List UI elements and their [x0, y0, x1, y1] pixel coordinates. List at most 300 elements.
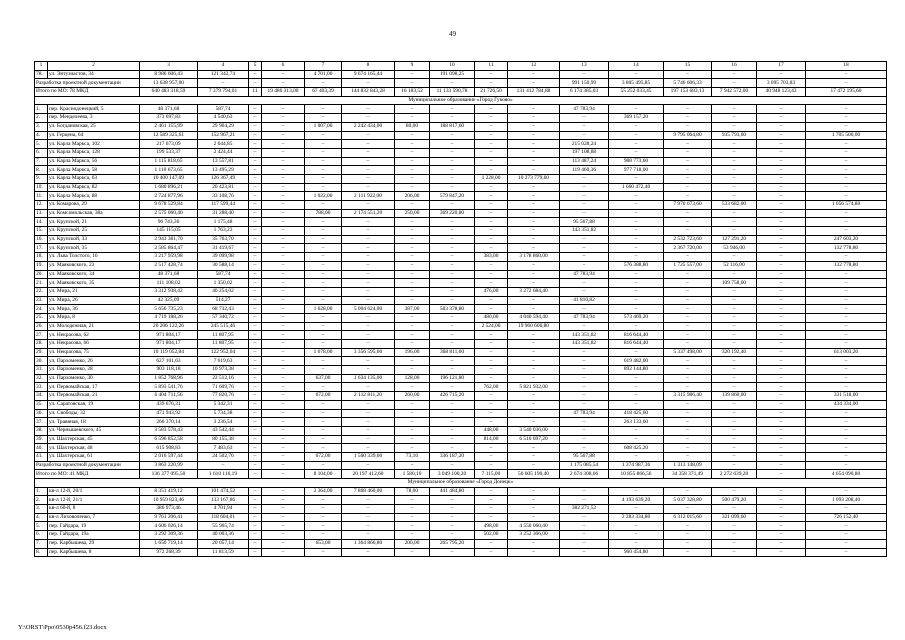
table-row: [35, 148, 887, 157]
value-cell: –: [342, 400, 395, 409]
value-cell: 972 268,39: [140, 548, 198, 557]
column-number-cell: 16: [712, 62, 757, 71]
value-cell: –: [475, 296, 508, 305]
row-number-cell: 2.: [35, 496, 48, 505]
value-cell: 266 370,14: [140, 418, 198, 427]
value-cell: 3 540 036,00: [508, 426, 560, 435]
value-cell: –: [342, 261, 395, 270]
value-cell: 991 150,99: [560, 79, 609, 88]
value-cell: –: [712, 270, 757, 279]
value-cell: –: [712, 366, 757, 375]
value-cell: –: [664, 227, 712, 236]
value-cell: 188 817,60: [430, 122, 475, 131]
value-cell: –: [430, 287, 475, 296]
value-cell: –: [560, 496, 609, 505]
value-cell: 2 644,85: [198, 140, 249, 149]
value-cell: –: [395, 357, 430, 366]
value-cell: 3 356 595,60: [342, 348, 395, 357]
value-cell: –: [430, 253, 475, 262]
value-cell: –: [305, 79, 342, 88]
row-number-cell: 31.: [35, 366, 48, 375]
value-cell: –: [508, 505, 560, 514]
value-cell: 1 374 987,36: [609, 461, 664, 470]
value-cell: –: [806, 461, 887, 470]
row-number-cell: 27.: [35, 331, 48, 340]
value-cell: –: [712, 409, 757, 418]
value-cell: –: [395, 157, 430, 166]
value-cell: –: [249, 270, 262, 279]
value-cell: –: [430, 166, 475, 175]
value-cell: 369 220,80: [430, 209, 475, 218]
value-cell: –: [757, 192, 806, 201]
value-cell: –: [475, 209, 508, 218]
value-cell: –: [430, 531, 475, 540]
row-number-cell: 6.: [35, 148, 48, 157]
value-cell: –: [609, 235, 664, 244]
value-cell: –: [560, 444, 609, 453]
value-cell: –: [430, 279, 475, 288]
row-number-cell: 41.: [35, 452, 48, 461]
value-cell: –: [249, 357, 262, 366]
column-number-cell: 4: [198, 62, 249, 71]
value-cell: –: [249, 418, 262, 427]
value-cell: –: [262, 157, 305, 166]
address-cell: ул. Мира, 21: [48, 287, 140, 296]
value-cell: –: [262, 253, 305, 262]
row-label-cell: Итого по МО: 78 МКД: [35, 88, 140, 97]
value-cell: –: [475, 305, 508, 314]
value-cell: –: [262, 140, 305, 149]
value-cell: –: [262, 435, 305, 444]
value-cell: –: [395, 522, 430, 531]
value-cell: 67 403,39: [305, 88, 342, 97]
value-cell: –: [508, 122, 560, 131]
value-cell: 40 003,36: [198, 531, 249, 540]
value-cell: –: [475, 487, 508, 496]
value-cell: 2 517 428,74: [140, 261, 198, 270]
value-cell: –: [806, 418, 887, 427]
table-row: [35, 470, 887, 479]
value-cell: –: [712, 313, 757, 322]
value-cell: 111 108,02: [140, 279, 198, 288]
value-cell: –: [395, 114, 430, 123]
value-cell: –: [305, 279, 342, 288]
value-cell: –: [508, 70, 560, 79]
value-cell: –: [249, 383, 262, 392]
value-cell: –: [757, 287, 806, 296]
value-cell: –: [757, 452, 806, 461]
value-cell: –: [508, 235, 560, 244]
value-cell: –: [305, 261, 342, 270]
value-cell: –: [262, 183, 305, 192]
value-cell: –: [560, 487, 609, 496]
value-cell: –: [342, 148, 395, 157]
row-number-cell: 29.: [35, 348, 48, 357]
value-cell: –: [712, 505, 757, 514]
row-number-cell: 6.: [35, 531, 48, 540]
value-cell: –: [609, 322, 664, 331]
value-cell: –: [262, 279, 305, 288]
value-cell: 3 292 309,36: [140, 531, 198, 540]
value-cell: –: [508, 114, 560, 123]
value-cell: –: [609, 105, 664, 114]
value-cell: –: [198, 461, 249, 470]
value-cell: –: [508, 400, 560, 409]
value-cell: –: [712, 253, 757, 262]
value-cell: –: [712, 487, 757, 496]
value-cell: –: [757, 201, 806, 210]
value-cell: –: [305, 418, 342, 427]
value-cell: –: [712, 192, 757, 201]
row-number-cell: 37.: [35, 418, 48, 427]
value-cell: –: [664, 539, 712, 548]
value-cell: –: [305, 461, 342, 470]
value-cell: 143 351,82: [560, 331, 609, 340]
value-cell: –: [806, 340, 887, 349]
value-cell: –: [395, 426, 430, 435]
value-cell: 199 533,37: [140, 148, 198, 157]
value-cell: 1 115 818,65: [140, 157, 198, 166]
table-row: [35, 357, 887, 366]
value-cell: –: [712, 105, 757, 114]
value-cell: –: [508, 331, 560, 340]
value-cell: –: [757, 261, 806, 270]
value-cell: –: [712, 114, 757, 123]
row-number-cell: 14.: [35, 218, 48, 227]
value-cell: 8 104,00: [305, 470, 342, 479]
value-cell: –: [395, 174, 430, 183]
address-cell: ул. Крупской, 25: [48, 227, 140, 236]
value-cell: 133 167,86: [198, 496, 249, 505]
value-cell: –: [806, 270, 887, 279]
value-cell: –: [560, 539, 609, 548]
value-cell: –: [712, 79, 757, 88]
value-cell: –: [664, 279, 712, 288]
value-cell: 132 778,80: [806, 244, 887, 253]
value-cell: 331 518,00: [806, 392, 887, 401]
value-cell: –: [305, 409, 342, 418]
value-cell: –: [560, 70, 609, 79]
value-cell: –: [430, 79, 475, 88]
value-cell: –: [664, 340, 712, 349]
value-cell: 1 628,00: [305, 305, 342, 314]
value-cell: –: [609, 296, 664, 305]
value-cell: –: [664, 270, 712, 279]
value-cell: –: [342, 505, 395, 514]
value-cell: –: [712, 452, 757, 461]
value-cell: –: [430, 235, 475, 244]
value-cell: –: [395, 513, 430, 522]
value-cell: –: [305, 400, 342, 409]
value-cell: 29 904,29: [198, 122, 249, 131]
value-cell: 498,00: [475, 522, 508, 531]
value-cell: –: [249, 296, 262, 305]
address-cell: ул. Герцена, 64: [48, 131, 140, 140]
value-cell: –: [757, 383, 806, 392]
value-cell: –: [475, 357, 508, 366]
value-cell: 48 371,68: [140, 105, 198, 114]
value-cell: –: [430, 357, 475, 366]
value-cell: –: [806, 435, 887, 444]
value-cell: –: [395, 322, 430, 331]
value-cell: –: [757, 426, 806, 435]
row-label-cell: Разработка проектной документации: [35, 79, 140, 88]
value-cell: –: [560, 183, 609, 192]
value-cell: 206,00: [395, 192, 430, 201]
value-cell: –: [560, 279, 609, 288]
value-cell: –: [249, 374, 262, 383]
value-cell: 383,00: [475, 253, 508, 262]
value-cell: –: [249, 79, 262, 88]
value-cell: –: [664, 209, 712, 218]
value-cell: 1 560 339,60: [342, 452, 395, 461]
value-cell: –: [508, 296, 560, 305]
value-cell: 118 604,01: [198, 513, 249, 522]
value-cell: –: [712, 531, 757, 540]
value-cell: –: [395, 279, 430, 288]
value-cell: 9 795 064,80: [664, 131, 712, 140]
column-number-cell: 15: [664, 62, 712, 71]
value-cell: –: [262, 505, 305, 514]
value-cell: 11: [249, 88, 262, 97]
value-cell: –: [249, 331, 262, 340]
value-cell: –: [664, 383, 712, 392]
value-cell: –: [249, 105, 262, 114]
footer-file-path: Y:\ORST\Ppo\0530p456.f23.docx: [18, 624, 107, 631]
value-cell: –: [609, 244, 664, 253]
column-number-cell: 13: [560, 62, 609, 71]
table-row: [35, 513, 887, 522]
value-cell: 5 821 932,00: [508, 383, 560, 392]
value-cell: –: [508, 374, 560, 383]
value-cell: –: [249, 340, 262, 349]
value-cell: –: [475, 461, 508, 470]
table-row: [35, 383, 887, 392]
value-cell: –: [262, 287, 305, 296]
value-cell: 977 718,00: [609, 166, 664, 175]
address-cell: пер. Карбышева, 8: [48, 548, 140, 557]
row-number-cell: 9.: [35, 174, 48, 183]
value-cell: 34 358 371,49: [664, 470, 712, 479]
value-cell: –: [305, 357, 342, 366]
address-cell: пер. Гайдара, 19: [48, 522, 140, 531]
value-cell: 4 719 188,26: [140, 313, 198, 322]
value-cell: 10 959 823,46: [140, 496, 198, 505]
row-number-cell: 22.: [35, 287, 48, 296]
value-cell: 197 153 683,13: [664, 88, 712, 97]
value-cell: 40 254,02: [198, 287, 249, 296]
value-cell: –: [712, 331, 757, 340]
value-cell: –: [262, 409, 305, 418]
address-cell: ул. Саратовская, 19: [48, 400, 140, 409]
value-cell: –: [249, 348, 262, 357]
value-cell: –: [757, 340, 806, 349]
value-cell: –: [806, 305, 887, 314]
address-cell: ул. Карла Маркса, 56: [48, 157, 140, 166]
value-cell: –: [806, 357, 887, 366]
value-cell: –: [249, 227, 262, 236]
value-cell: –: [342, 296, 395, 305]
value-cell: –: [664, 400, 712, 409]
value-cell: –: [430, 548, 475, 557]
value-cell: –: [712, 374, 757, 383]
value-cell: –: [664, 548, 712, 557]
value-cell: –: [342, 435, 395, 444]
value-cell: –: [395, 261, 430, 270]
value-cell: 132 778,80: [806, 261, 887, 270]
table-row: [35, 487, 887, 496]
value-cell: 672,00: [305, 452, 342, 461]
value-cell: 448,00: [475, 426, 508, 435]
value-cell: 387,00: [395, 305, 430, 314]
address-cell: ул. Некрасова, 62: [48, 331, 140, 340]
value-cell: –: [609, 392, 664, 401]
value-cell: –: [508, 270, 560, 279]
table-header-row: [35, 62, 887, 71]
value-cell: 143 351,82: [560, 340, 609, 349]
value-cell: –: [262, 131, 305, 140]
value-cell: 579 847,20: [430, 192, 475, 201]
value-cell: –: [262, 313, 305, 322]
value-cell: –: [395, 183, 430, 192]
value-cell: 43 542,44: [198, 426, 249, 435]
value-cell: –: [430, 270, 475, 279]
value-cell: –: [342, 313, 395, 322]
value-cell: –: [249, 548, 262, 557]
value-cell: –: [609, 148, 664, 157]
value-cell: 533 682,00: [712, 201, 757, 210]
value-cell: –: [342, 418, 395, 427]
value-cell: –: [430, 461, 475, 470]
value-cell: 247 603,20: [806, 235, 887, 244]
value-cell: 117 599,44: [198, 201, 249, 210]
value-cell: –: [757, 270, 806, 279]
value-cell: –: [249, 209, 262, 218]
row-number-cell: 1.: [35, 105, 48, 114]
value-cell: –: [249, 279, 262, 288]
value-cell: –: [249, 461, 262, 470]
table-row: [35, 192, 887, 201]
value-cell: –: [806, 409, 887, 418]
value-cell: 47 783,94: [560, 270, 609, 279]
table-row: [35, 227, 887, 236]
value-cell: 20 057,14: [198, 539, 249, 548]
value-cell: –: [475, 218, 508, 227]
value-cell: 1 650 719,14: [140, 539, 198, 548]
value-cell: –: [342, 322, 395, 331]
table-row: [35, 548, 887, 557]
value-cell: –: [757, 418, 806, 427]
value-cell: –: [430, 513, 475, 522]
value-cell: –: [508, 157, 560, 166]
address-cell: пер. Карбышева, 29: [48, 539, 140, 548]
value-cell: –: [249, 148, 262, 157]
table-row: [35, 461, 887, 470]
value-cell: –: [475, 166, 508, 175]
value-cell: –: [508, 79, 560, 88]
value-cell: –: [430, 322, 475, 331]
value-cell: –: [305, 148, 342, 157]
value-cell: 4 701,94: [198, 505, 249, 514]
table-row: [35, 270, 887, 279]
value-cell: –: [757, 522, 806, 531]
address-cell: пер. Менделеева, 3: [48, 114, 140, 123]
value-cell: 10 119 052,84: [140, 348, 198, 357]
value-cell: –: [342, 548, 395, 557]
value-cell: 1 763,23: [198, 227, 249, 236]
value-cell: –: [757, 531, 806, 540]
value-cell: –: [664, 313, 712, 322]
value-cell: –: [475, 340, 508, 349]
value-cell: 77 820,76: [198, 392, 249, 401]
value-cell: –: [430, 313, 475, 322]
value-cell: –: [305, 296, 342, 305]
value-cell: 3 583 578,43: [140, 426, 198, 435]
value-cell: –: [712, 357, 757, 366]
value-cell: –: [475, 79, 508, 88]
value-cell: –: [305, 444, 342, 453]
section-heading-row: [35, 479, 887, 488]
value-cell: –: [262, 270, 305, 279]
value-cell: –: [305, 183, 342, 192]
value-cell: –: [664, 192, 712, 201]
value-cell: –: [249, 244, 262, 253]
value-cell: –: [342, 183, 395, 192]
value-cell: –: [305, 383, 342, 392]
value-cell: –: [262, 70, 305, 79]
value-cell: –: [249, 122, 262, 131]
value-cell: –: [262, 261, 305, 270]
value-cell: –: [475, 513, 508, 522]
value-cell: –: [395, 79, 430, 88]
value-cell: –: [342, 105, 395, 114]
value-cell: –: [262, 374, 305, 383]
column-number-cell: 5: [249, 62, 262, 71]
value-cell: –: [609, 374, 664, 383]
value-cell: –: [757, 114, 806, 123]
value-cell: –: [806, 166, 887, 175]
table-row: [35, 340, 887, 349]
value-cell: 1 705 500,00: [806, 131, 887, 140]
value-cell: 11 133 590,78: [430, 88, 475, 97]
value-cell: –: [475, 366, 508, 375]
value-cell: 121 342,74: [198, 70, 249, 79]
value-cell: –: [712, 548, 757, 557]
table-row: [35, 400, 887, 409]
value-cell: –: [249, 522, 262, 531]
value-cell: –: [430, 331, 475, 340]
value-cell: –: [806, 313, 887, 322]
value-cell: –: [806, 140, 887, 149]
value-cell: 7 115,00: [475, 470, 508, 479]
page-number: 49: [449, 30, 456, 38]
value-cell: 17 472 195,60: [806, 88, 887, 97]
value-cell: –: [560, 522, 609, 531]
value-cell: –: [609, 522, 664, 531]
value-cell: –: [664, 174, 712, 183]
value-cell: 119 460,36: [560, 166, 609, 175]
value-cell: –: [560, 366, 609, 375]
row-number-cell: 8.: [35, 166, 48, 175]
value-cell: –: [609, 122, 664, 131]
value-cell: –: [430, 426, 475, 435]
value-cell: –: [712, 157, 757, 166]
value-cell: –: [560, 261, 609, 270]
value-cell: 47 783,94: [560, 313, 609, 322]
value-cell: –: [508, 444, 560, 453]
value-cell: –: [262, 357, 305, 366]
value-cell: –: [305, 227, 342, 236]
